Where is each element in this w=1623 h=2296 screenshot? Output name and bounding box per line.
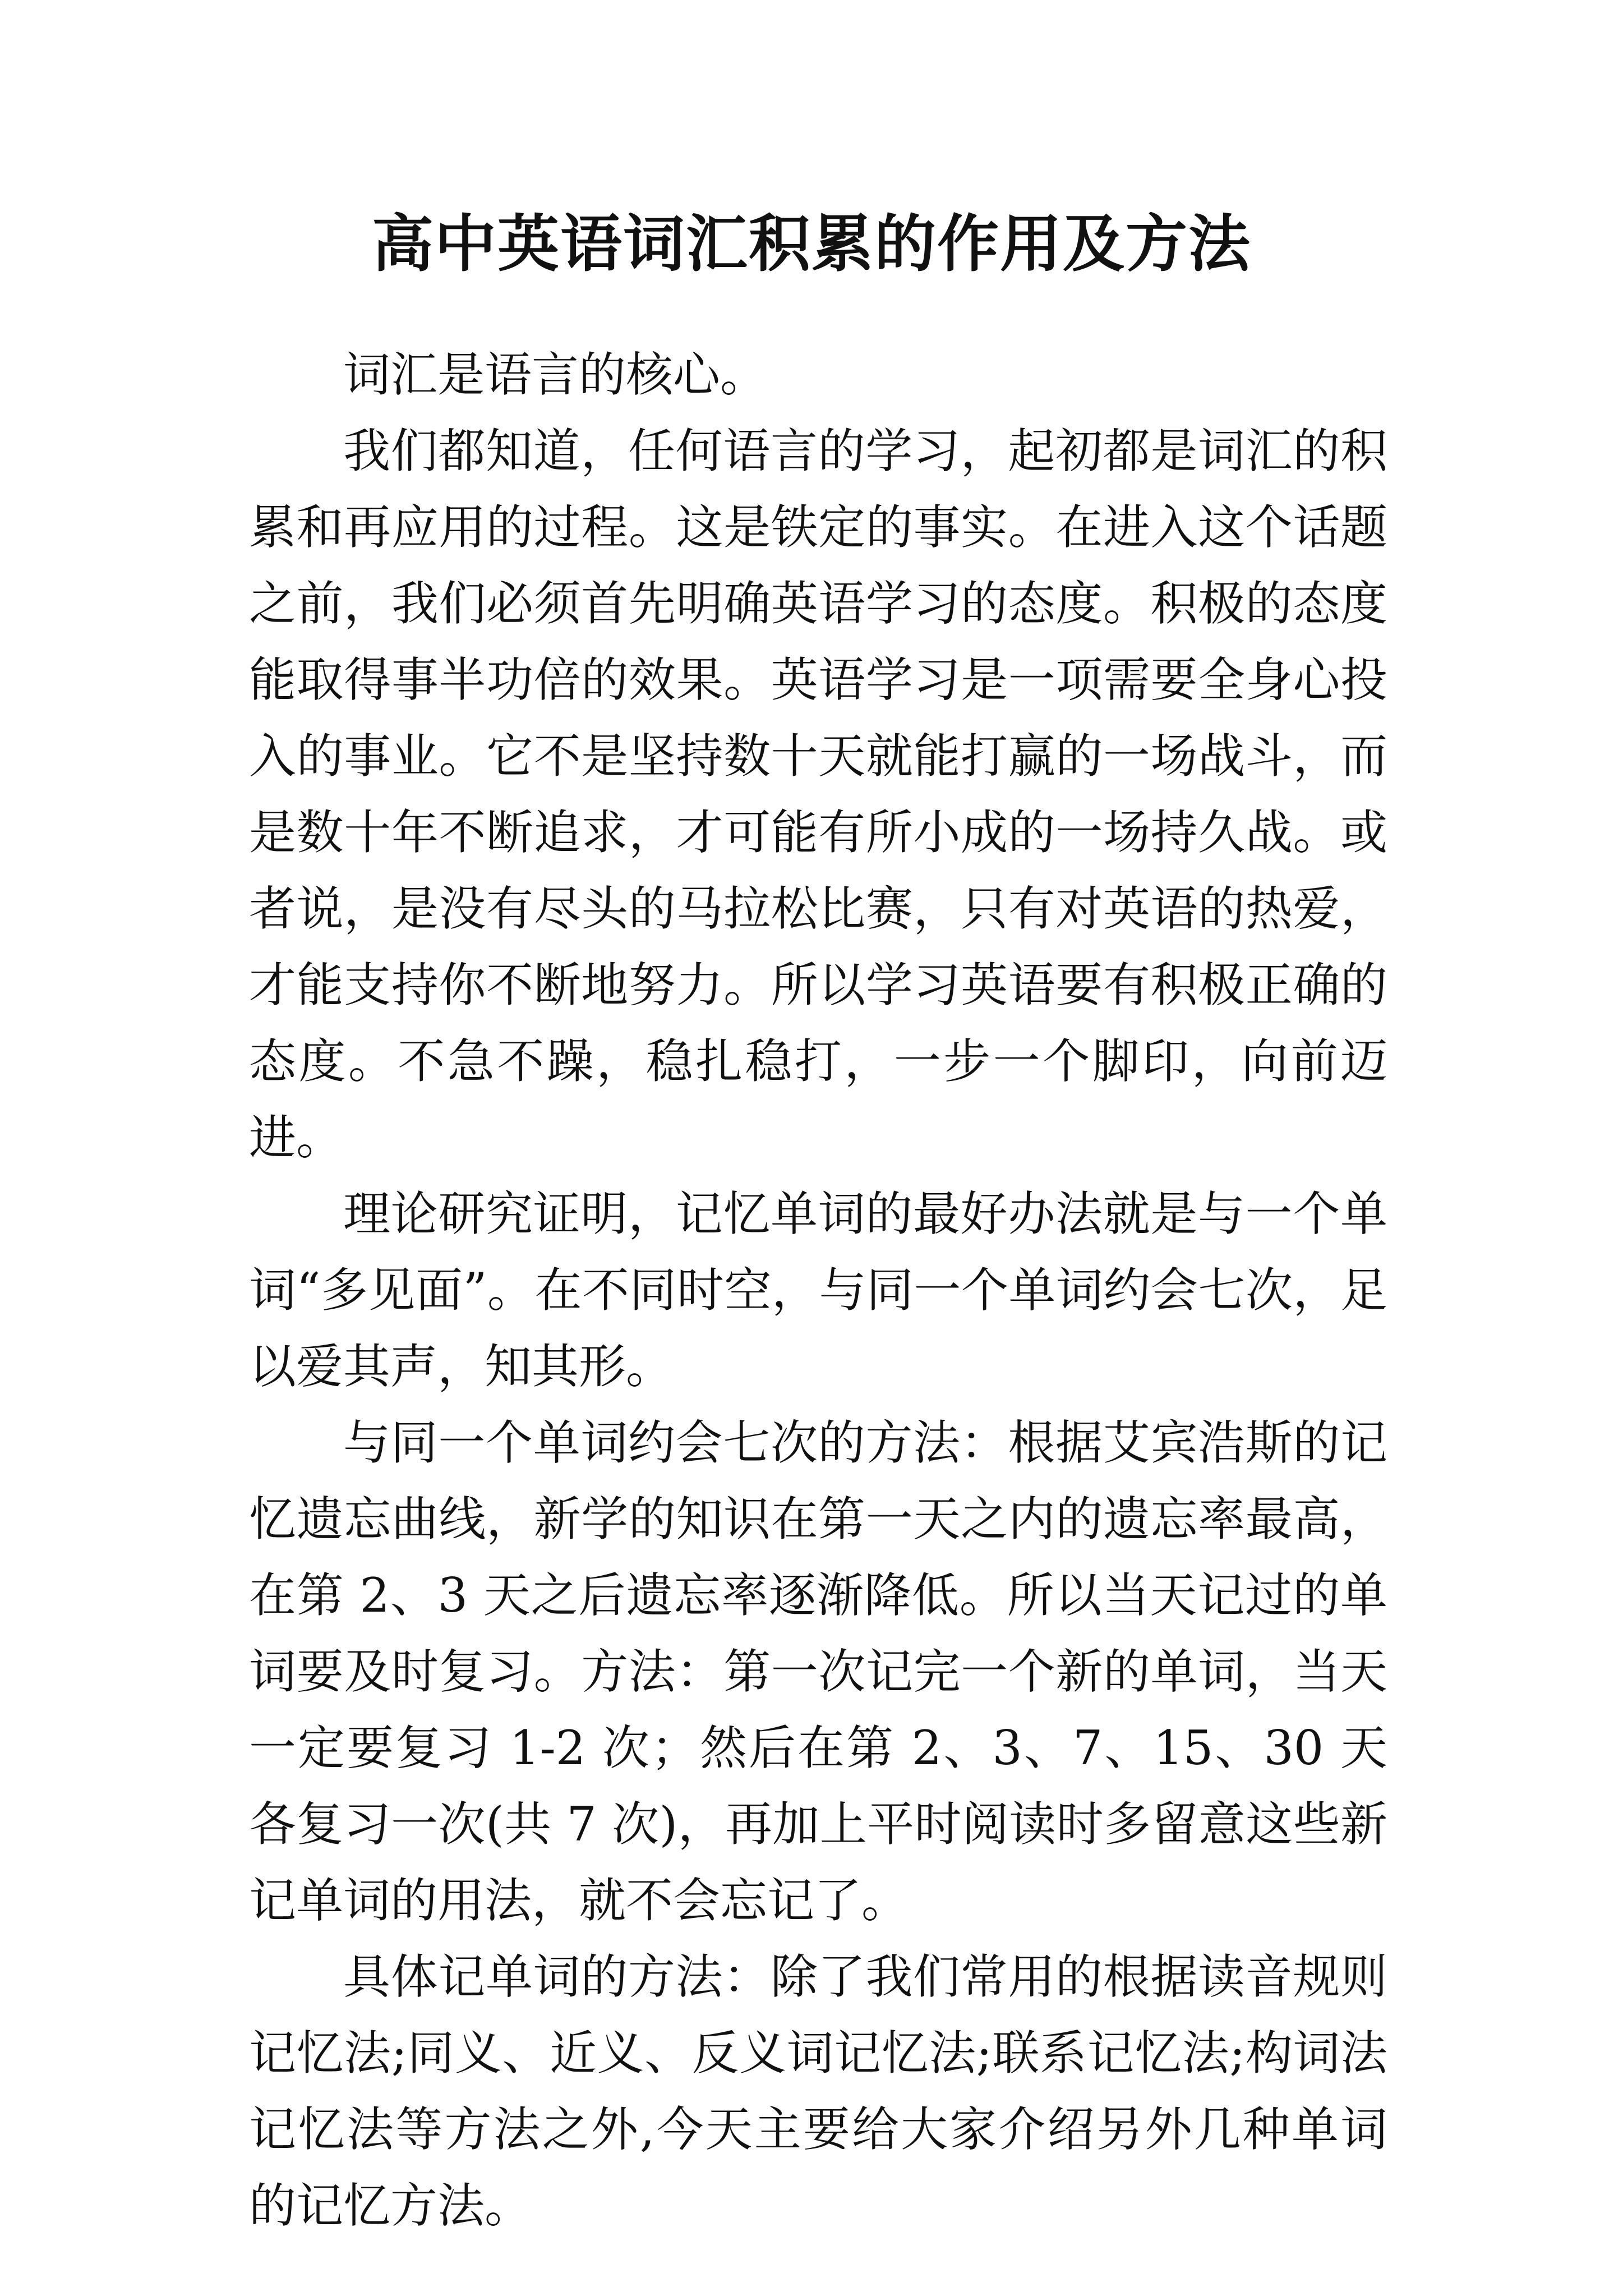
paragraph-1: 词汇是语言的核心。 bbox=[343, 347, 768, 402]
paragraph-3: 理论研究证明，记忆单词的最好办法就是与一个单词“多见面”。在不同时空，与同一个单词约会七次，足以爱其声，知其形。 bbox=[249, 1186, 1387, 1394]
paragraph-4: 与同一个单词约会七次的方法：根据艾宾浩斯的记忆遗忘曲线，新学的知识在第一天之内的遗忘率最高，在第 2、3 天之后遗忘率逐渐降低。所以当天记过的单词要及时复习。方法：第一次记完一个新的单词，当天一定要复习 1-2 次；然后在第 2、3、7、15、30 天各复习一次(共 7 次)，再加上平时阅读时多留意这些新记单词的用法，就不会忘记了。 bbox=[249, 1415, 1387, 1928]
paragraph-2: 我们都知道，任何语言的学习，起初都是词汇的积累和再应用的过程。这是铁定的事实。在进入这个话题之前，我们必须首先明确英语学习的态度。积极的态度能取得事半功倍的效果。英语学习是一项需要全身心投入的事业。它不是坚持数十天就能打赢的一场战斗，而是数十年不断追求，才可能有所小成的一场持久战。或者说，是没有尽头的马拉松比赛，只有对英语的热爱，才能支持你不断地努力。所以学习英语要有积极正确的态度。不急不躁，稳扎稳打，一步一个脚印，向前迈进。 bbox=[249, 424, 1387, 1165]
paragraph-5: 具体记单词的方法：除了我们常用的根据读音规则记忆法;同义、近义、反义词记忆法;联系记忆法;构词法记忆法等方法之外,今天主要给大家介绍另外几种单词的记忆方法。 bbox=[249, 1949, 1387, 2233]
document-body bbox=[249, 337, 1387, 2244]
document-title: 高中英语词汇积累的作用及方法 bbox=[372, 208, 1251, 280]
